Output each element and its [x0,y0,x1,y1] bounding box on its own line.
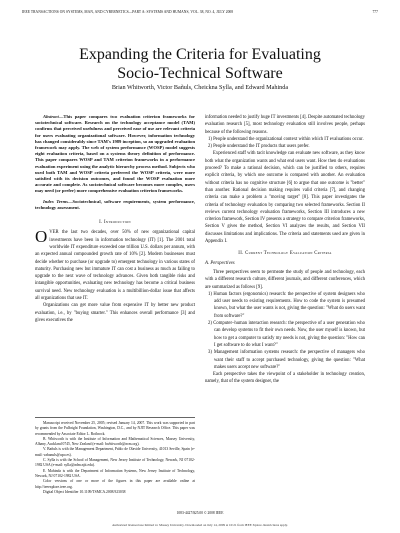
footnote: C. Sylla is with the School of Management, New Jersey Institute of Technology, Newark, NJ 07102-1982 USA (e-mail: sylla@adm.njit.edu). [35,458,195,468]
right-column [205,114,365,386]
intro-paragraph-1 [35,229,195,302]
download-notice: Authorized licensed use limited to: Massey University. Downloaded on July 14, 2009 at 10:21 from IEEE Xplore. Restrictions apply. [112,523,288,527]
footnote: E. Mahinda is with the Department of Information Systems, New Jersey Institute of Technology, Newark, NJ 07102-1982 USA. [35,468,195,478]
body-paragraph: information needed to justify huge IT investments [4]. Despite automated technology evaluation research [5], most technology evaluation still involves people, perhaps because of the following reasons. [205,115,365,135]
footnote: B. Whitworth is with the Institute of Information and Mathematical Sciences, Massey University, Albany, Auckland 0745, New Zealand (e-mail: bwhitworth@acm.org). [35,436,195,447]
section-heading-current-criteria: II. Current Technology Evaluation Criteria [238,251,332,257]
body-paragraph: Each perspective takes the viewpoint of a stakeholder in technology creation, namely, that of the system designer, the [205,372,365,385]
abstract-text: This paper compares two evaluation criterion frameworks for sociotechnical software. Research on the technology acceptance model (TAM) confirms that perceived usefulness and perceived ease of use are relevant criteria for users evaluating organizational software. However, information technology has changed considerably since TAM's 1989 inception, so an upgraded evaluation framework may apply. The web of system performance (WOSP) model suggests eight evaluation criteria, based on a systems theory definition of performance. This paper compares WOSP and TAM criterion frameworks in a performance evaluation experiment using the analytic hierarchy process method. Subjects who used both TAM and WOSP criteria preferred the WOSP criteria, were more satisfied with its decision outcomes, and found the WOSP evaluation more accurate and complete. As sociotechnical software becomes more complex, users may need (or prefer) more comprehensive evaluation criterion frameworks. [35,114,195,194]
index-terms [35,199,195,211]
intro-paragraph-1-text: VER the last two decades, over 50% of new organizational capital investments have been in information technology (IT) [1]. The 2001 total worldwide IT expenditure exceeded one trillion U.S. dollars per annum, with an expected annual compounded growth rate of 10% [2]. Modern businesses must decide whether to purchase (or upgrade to) emergent technology in various states of maturity. Purchasing new but immature IT can cost a business as much as failing to upgrade to the next wave of technology advances. Given both tangible risks and intangible opportunities, evaluating new technology has become a critical business survival need. New technology evaluation is a multibillion-dollar issue that affects all organizations that use IT. [35,230,195,302]
subsection-heading-perspectives: A. Perspectives [205,260,235,266]
title-line-1: Expanding the Criteria for Evaluating [79,46,321,63]
reasons-list [205,136,365,151]
list-item: 2) Computer–human interaction research: the perspective of a user generation who can develop systems to fit their own needs. Now, the user myself is known, but how to get a computer to satisfy my needs is not, giving the question: "How can I get software to do what I want?" [208,321,365,348]
title-line-2: Socio-Technical Software [117,65,283,82]
left-column [35,114,195,324]
footnote: V. Bañuls is with the Management Department, Pablo de Olavide University, 41013 Seville, Spain (e-mail: vabanuls@upo.es). [35,447,195,457]
drop-cap: O [35,227,48,247]
section-heading-introduction: I. Introduction [99,220,131,226]
list-item: 1) Human factors (ergonomics) research: the perspective of system designers who add user needs to existing requirements. How to code the system is presumed known, but what the user wants is not, giving the question: "What do users want from software?" [208,291,365,319]
index-terms-label: Index Terms— [43,198,73,204]
journal-header: IEEE TRANSACTIONS ON SYSTEMS, MAN, AND CYBERNETICS—PART A: SYSTEMS AND HUMANS, VOL. 38, NO. 4, JULY 2008 [22,10,234,14]
footnote: Manuscript received November 25, 2005; revised January 14, 2007. This work was supported in part by grants from the Fulbright Foundation, Washington, D.C., and by NJIT Research Office. This paper was recommended by Associate Editor L. Rothrock. [35,421,195,436]
footnote-doi: Digital Object Identifier 10.1109/TSMCA.2008.923038 [43,489,126,494]
page-number: 777 [372,10,378,14]
footnote-rule [35,417,195,418]
copyright-footer: 1083-4427/$25.00 © 2008 IEEE [176,511,224,515]
footnotes [35,421,195,495]
paper-title [0,45,400,83]
author-list: Brian Whitworth, Victor Bañuls, Cheickna Sylla, and Edward Mahinda [111,84,289,91]
abstract [35,114,195,195]
perspectives-list [205,291,365,371]
footnote: Color versions of one or more of the figures in this paper are available online at http://ieeexplore.ieee.org. [35,479,195,489]
body-paragraph: Three perspectives seem to permeate the study of people and technology, each with a different research culture, different journals, and different conferences, which are summarized as follows [9]. [205,269,365,290]
abstract-label: Abstract— [43,114,64,119]
index-terms-text: Sociotechnical, software requirements, system performance, technology assessment. [35,198,195,210]
list-item: 2) People understand the IT products that users prefer. [208,144,310,150]
list-item: 3) Management information systems research: the perspective of managers who want their staff to accept purchased technology, giving the question: "What makes users accept new software?" [208,350,365,370]
intro-paragraph-2: Organizations can get more value from expensive IT by better new product evaluation, i.e., by "buying smarter." This enhances overall performance [3] and gives executives the [35,303,195,323]
body-paragraph: Experienced staff with tacit knowledge can evaluate new software, as they know both what the organization wants and what end users want. How then do evaluations proceed? To make a rational decision, which can be justified to others, requires explicit criteria, by which one outcome is compared with another. An evaluation without criteria has no cognitive structure [6] to argue that one outcome is "better" than another. Rational decision making requires valid criteria [7], and changing criteria can make a problem a "moving target" [8]. This paper investigates the criteria of technology evaluation by comparing two selected frameworks. Section II reviews current technology evaluation frameworks, Section III introduces a new criterion framework, Section IV presents a strategy to compare criterion frameworks, Section V gives the method, Section VI analyzes the results, and Section VII discusses limitations and implications. The criteria and statements used are given in Appendix I. [205,151,365,245]
running-header [22,10,378,14]
list-item: 1) People understand the organizational context within which IT evaluations occur. [208,136,364,142]
